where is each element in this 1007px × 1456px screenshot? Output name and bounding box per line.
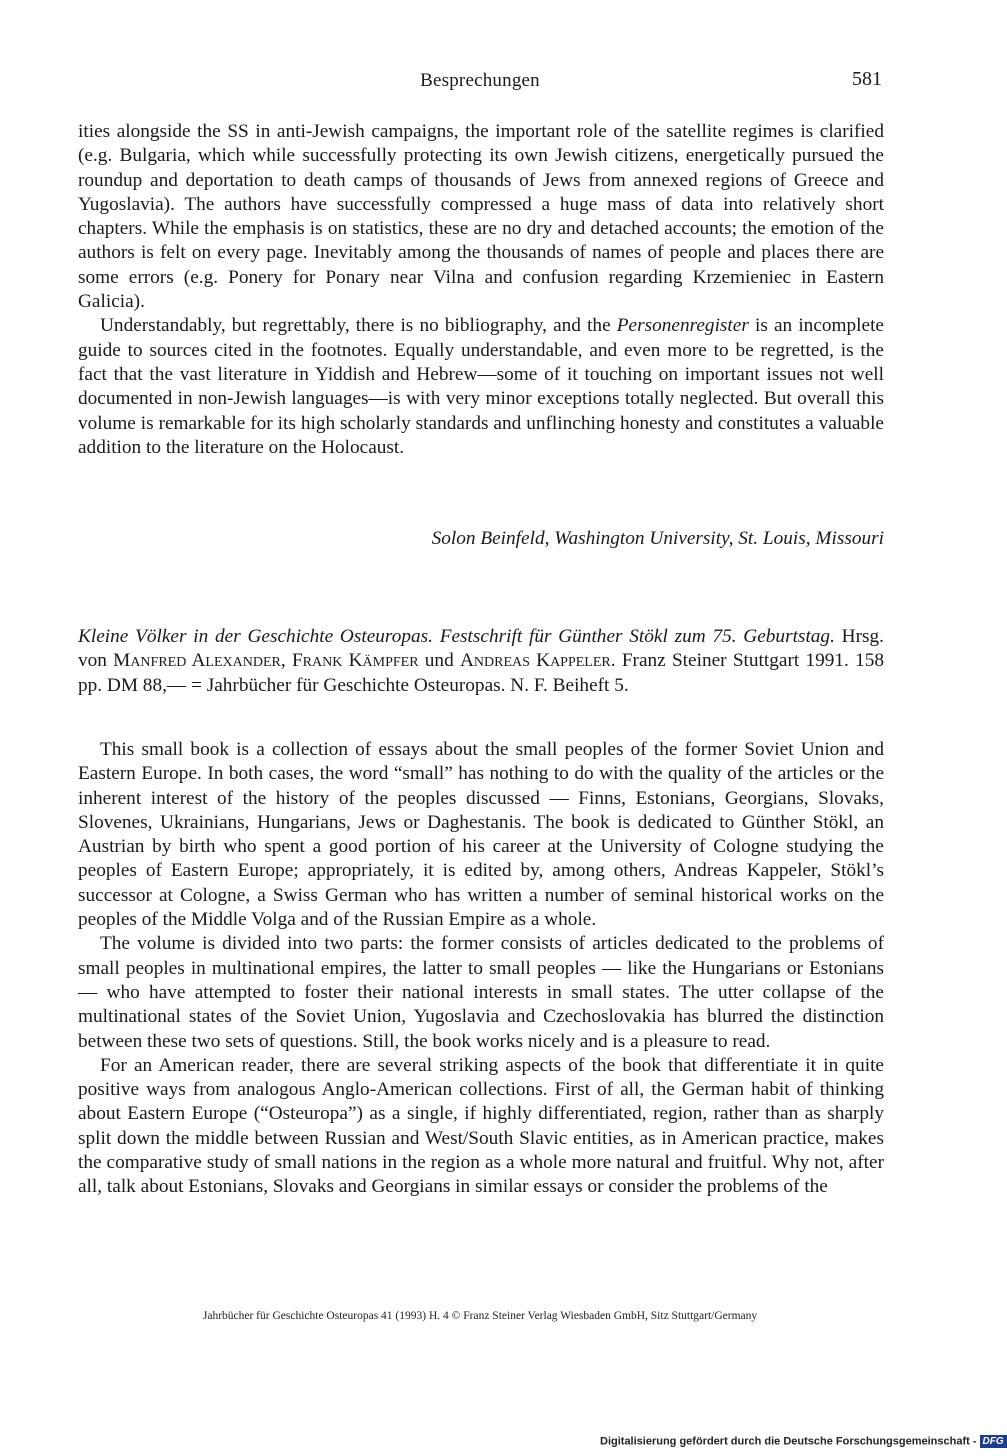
dfg-logo: DFG xyxy=(980,1435,1007,1448)
dfg-notice-text: Digitalisierung gefördert durch die Deutsche Forschungsgemeinschaft - xyxy=(600,1435,977,1448)
editor-2: Frank Kämpfer xyxy=(291,650,419,672)
digitization-notice xyxy=(600,1435,1004,1451)
review-2-citation xyxy=(78,625,884,698)
review-1-paragraph-2 xyxy=(78,314,884,460)
citation-publication-details: . Franz Steiner Stuttgart 1991. 158 pp. DM 88,— = Jahrbücher für Geschichte Osteuropas. N. F. Beiheft 5. xyxy=(78,650,885,696)
review-1-paragraph-1: ities alongside the SS in anti-Jewish campaigns, the important role of the satellite regimes is clarified (e.g. Bulgaria, which while successfully protecting its own Jewish citizens, energetically pursued the roundup and deportation to death camps of thousands of Jews from annexed regions of Greece and Yugoslavia). The authors have successfully compressed a huge mass of data into relatively short chapters. While the emphasis is on statistics, these are no dry and detached accounts; the emotion of the authors is felt on every page. Inevitably among the thousands of names of people and places there are some errors (e.g. Ponery for Ponary near Vilna and confusion regarding Krzemieniec in Eastern Galicia). xyxy=(78,121,884,313)
book-title: Kleine Völker in der Geschichte Osteuropas. Festschrift für Günther Stökl zum 75. Geburtstag. xyxy=(78,626,835,647)
review-2-paragraph-1: This small book is a collection of essays about the small peoples of the former Soviet Union and Eastern Europe. In both cases, the word “small” has nothing to do with the quality of the articles or the inherent interest of the history of the peoples discussed — Finns, Estonians, Georgians, Slovaks, Slovenes, Ukrainians, Hungarians, Jews or Daghestanis. The book is dedicated to Günther Stökl, an Austrian by birth who spent a good portion of his career at the University of Cologne studying the peoples of Eastern Europe; appropriately, it is edited by, among others, Andreas Kappeler, Stökl’s successor at Cologne, a Swiss German who has written a number of seminal historical works on the peoples of the Middle Volga and of the Russian Empire as a whole. xyxy=(78,739,884,931)
review-1-body xyxy=(78,120,884,460)
journal-footer: Jahrbücher für Geschichte Osteuropas 41 (1993) H. 4 © Franz Steiner Verlag Wiesbaden GmbH, Sitz Stuttgart/Germany xyxy=(202,1310,758,1322)
review-2-paragraph-2: The volume is divided into two parts: the former consists of articles dedicated to the problems of small peoples in multinational empires, the latter to small peoples — like the Hungarians or Estonians — who have attempted to foster their national interests in small states. The utter collapse of the multinational states of the Soviet Union, Yugoslavia and Czechoslovakia has blurred the distinction between these two sets of questions. Still, the book works nicely and is a pleasure to read. xyxy=(78,933,884,1052)
review-2-paragraph-3: For an American reader, there are several striking aspects of the book that differentiate it in quite positive ways from analogous Anglo-American collections. First of all, the German habit of thinking about Eastern Europe (“Osteuropa”) as a single, if highly differentiated, region, rather than as sharply split down the middle between Russian and West/South Slavic entities, as in American practice, makes the comparative study of small nations in the region as a whole more natural and fruitful. Why not, after all, talk about Estonians, Slovaks and Georgians in similar essays or consider the problems of the xyxy=(78,1054,884,1198)
review-1-paragraph-2-end: is an incomplete guide to sources cited in the footnotes. Equally understandable, and even more to be regretted, is the fact that the vast literature in Yiddish and Hebrew—some of it touching on important issues not well documented in non-Jewish languages—is with very minor exceptions totally neglected. But overall this volume is remarkable for its high scholarly standards and unflinching honesty and constitutes a valuable addition to the literature on the Holocaust. xyxy=(78,315,884,458)
review-1-paragraph-2-start: Understandably, but regrettably, there is no bibliography, and the xyxy=(100,315,617,337)
page-number: 581 xyxy=(852,68,882,90)
editor-1: Manfred Alexander xyxy=(113,650,281,672)
review-2-body xyxy=(78,738,884,1200)
editor-3: Andreas Kappeler xyxy=(459,650,611,672)
citation-sep-1: , xyxy=(280,650,292,672)
running-title: Besprechungen xyxy=(420,70,540,91)
citation-sep-2: und xyxy=(418,650,460,672)
citation-hrsg: Hrsg. von xyxy=(78,626,884,672)
review-1-signature: Solon Beinfeld, Washington University, St. Louis, Missouri xyxy=(431,528,884,549)
personenregister-term: Personenregister xyxy=(616,315,749,337)
